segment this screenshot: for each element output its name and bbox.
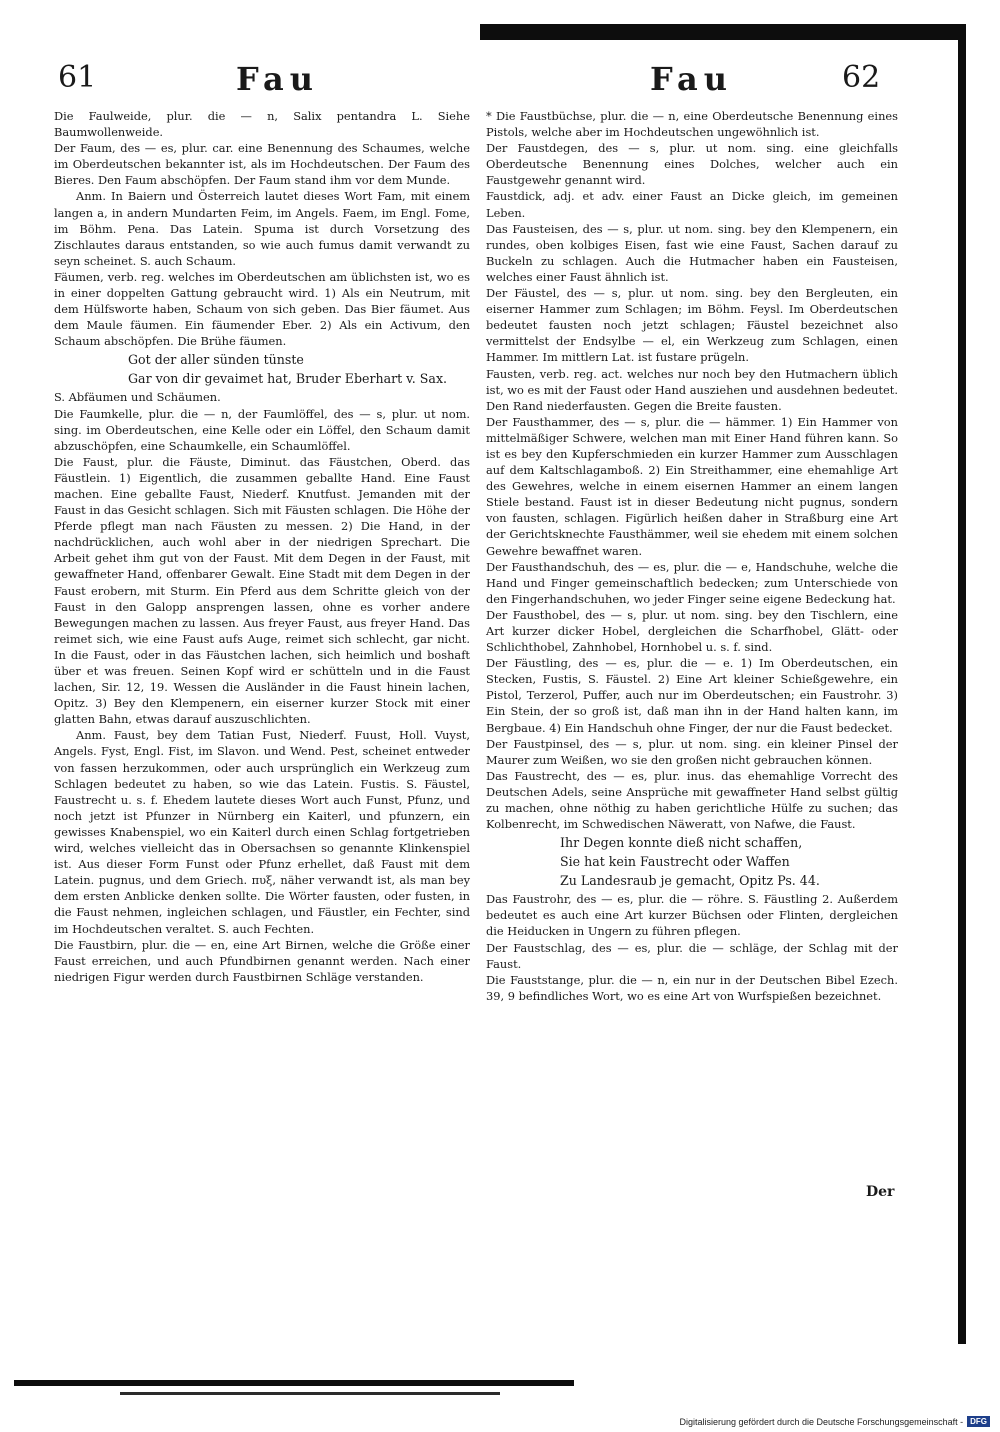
running-head-left: Fau [236, 60, 319, 98]
entry-faumkelle: Die Faumkelle, plur. die — n, der Faumlöffel, des — s, plur. ut nom. sing. im Oberdeutschen, eine Kelle oder ein Löffel, den Schaum damit abzuschöpfen, eine Schaumkelle, ein Schaumlöffel. [54, 406, 470, 453]
entry-fausteisen: Das Fausteisen, des — s, plur. ut nom. sing. bey den Klempenern, ein rundes, oben kolbiges Eisen, fast wie eine Faust, Sachen darauf zu Buckeln zu schlagen. Auch die Hutmacher haben ein Fausteisen, welches einer Faust ähnlich ist. [486, 221, 898, 284]
catchword: Der [866, 1184, 895, 1200]
entry-faum: Der Faum, des — es, plur. car. eine Benennung des Schaumes, welche im Oberdeutschen bekannter ist, als im Hochdeutschen. Der Faum des Bieres. Den Faum abschöpfen. Der Faum stand ihm vor dem Munde. [54, 141, 470, 188]
scan-border-bottom [14, 1380, 574, 1386]
left-column [54, 108, 470, 985]
entry-faustpinsel: Der Faustpinsel, des — s, plur. ut nom. sing. ein kleiner Pinsel der Maurer zum Weißen, wo sie den großen nicht gebrauchen können. [486, 736, 898, 767]
scan-border-right [958, 24, 966, 1344]
quote-line: Got der aller sünden tünste [128, 352, 304, 368]
entry-faustbuechse: * Die Faustbüchse, plur. die — n, eine Oberdeutsche Benennung eines Pistols, welche aber im Hochdeutschen ungewöhnlich ist. [486, 109, 898, 140]
entry-faustdick: Faustdick, adj. et adv. einer Faust an Dicke gleich, im gemeinen Leben. [486, 189, 898, 220]
quote-line: Sie hat kein Faustrecht oder Waffen [560, 854, 790, 870]
entry-fausthammer: Der Fausthammer, des — s, plur. die — hämmer. 1) Ein Hammer von mittelmäßiger Schwere, welchen man mit Einer Hand führen kann. So ist es bey den Kupferschmieden ein kurzer Hammer zum Ausschlagen auf dem Kaltschlagamboß. 2) Ein Streithammer, eine ehemahlige Art des Gewehres, welche in einem eisernen Hammer an einem langen Stiele bestand. Faust ist in dieser Bedeutung nicht pugnus, sondern von fausten, schlagen. Figürlich heißen daher in Straßburg eine Art der Gerichtsknechte Fausthämmer, weil sie ehedem mit einem solchen Gewehre bewaffnet waren. [486, 414, 898, 558]
entry-fausthobel: Der Fausthobel, des — s, plur. ut nom. sing. bey den Tischlern, eine Art kurzer dicker Hobel, dergleichen die Scharfhobel, Glätt- oder Schlichthobel, Zahnhobel, Hornhobel u. s. f. sind. [486, 607, 898, 655]
quote-line: Ihr Degen konnte dieß nicht schaffen, [560, 835, 803, 851]
entry-faustbirn: Die Faustbirn, plur. die — en, eine Art Birnen, welche die Größe einer Faust erreichen, und auch Pfundbirnen genannt werden. Nach einer niedrigen Figur werden durch Faustbirnen Schläge verstanden. [54, 937, 470, 984]
entry-faulweide: Die Faulweide, plur. die — n, Salix pentandra L. Siehe Baumwollenweide. [54, 109, 470, 140]
running-head-right: Fau [650, 60, 733, 98]
entry-faeumen-ref: S. Abfäumen und Schäumen. [54, 390, 221, 405]
entry-faeustel: Der Fäustel, des — s, plur. ut nom. sing. bey den Bergleuten, ein eiserner Hammer zum Schlagen; im Böhm. Feysl. Im Oberdeutschen bedeutet fausten noch jetzt schlagen; Fäustel bezeichnet also vermittelst der Endsylbe — el, ein Werkzeug zum Schlagen, einen Hammer. Im mittlern Lat. ist fustare prügeln. [486, 286, 898, 365]
entry-faustrecht: Das Faustrecht, des — es, plur. inus. das ehemahlige Vorrecht des Deutschen Adels, seine Ansprüche mit gewaffneter Hand selbst gültig zu machen, ohne nöthig zu haben gerichtliche Hülfe zu suchen; das Kolbenrecht, im Schwedischen Näweratt, von Nafwe, die Faust. [486, 768, 898, 832]
note-faum: Anm. In Baiern und Österreich lautet dieses Wort Fam, mit einem langen a, in andern Mundarten Feim, im Angels. Faem, im Engl. Fome, im Böhm. Pena. Das Latein. Spuma ist durch Vorsetzung des Zischlautes daraus entstanden, so wie auch fumus damit verwandt zu seyn scheinet. S. auch Schaum. [54, 189, 470, 268]
entry-faeustling: Der Fäustling, des — es, plur. die — e. 1) Im Oberdeutschen, ein Stecken, Fustis, S. Fäustel. 2) Eine Art kleiner Schießgewehre, ein Pistol, Terzerol, Puffer, auch nur im Oberdeutschen; ein Faustrohr. 3) Ein Stein, der so groß ist, daß man ihn in der Hand halten kann, im Bergbaue. 4) Ein Handschuh ohne Finger, der nur die Faust bedecket. [486, 656, 898, 735]
quote-line: Zu Landesraub je gemacht, Opitz Ps. 44. [560, 873, 820, 889]
entry-fauststange: Die Fauststange, plur. die — n, ein nur in der Deutschen Bibel Ezech. 39, 9 befindliches Wort, wo es eine Art von Wurfspießen bezeichnet. [486, 972, 898, 1003]
entry-faust: Die Faust, plur. die Fäuste, Diminut. das Fäustchen, Oberd. das Fäustlein. 1) Eigentlich, die zusammen geballte Hand. Eine Faust machen. Eine geballte Faust, Niederf. Knutfust. Jemanden mit der Faust in das Gesicht schlagen. Sich mit Fäusten schlagen. Die Höhe der Pferde pflegt man nach Fäusten zu messen. 2) Die Hand, in der nachdrücklichen, auch wohl aber in der niedrigen Sprechart. Die Arbeit gehet ihm gut von der Faust. Mit dem Degen in der Faust, mit gewaffneter Hand, offenbarer Gewalt. Eine Stadt mit dem Degen in der Faust erobern, mit Sturm. Ein Pferd aus dem Schritte gleich von der Faust in den Galopp ansprengen lassen, ohne es vorher andere Bewegungen machen zu lassen. Aus freyer Faust, aus freyer Hand. Das reimet sich, wie eine Faust aufs Auge, reimet sich schlecht, gar nicht. In die Faust, oder in das Fäustchen lachen, sich heimlich und boshaft über et was freuen. Seinen Kopf wird er schütteln und in die Faust lachen, Sir. 12, 19. Wessen die Ausländer in die Faust hinein lachen, Opitz. 3) Bey den Klempenern, ein eiserner kurzer Stock mit einer glatten Bahn, etwas darauf auszuschlichten. [54, 454, 470, 727]
entry-fausten: Fausten, verb. reg. act. welches nur noch bey den Hutmachern üblich ist, wo es mit der Faust oder Hand ausziehen und ausdehnen bedeutet. Den Rand niederfausten. Gegen die Breite fausten. [486, 366, 898, 413]
scan-border-top [480, 24, 966, 40]
scan-border-bottom-thin [120, 1392, 500, 1395]
digitization-footer [679, 1416, 990, 1427]
entry-fausthandschuh: Der Fausthandschuh, des — es, plur. die — e, Handschuhe, welche die Hand und Finger gemeinschaftlich bedecken; zum Unterschiede von den Fingerhandschuhen, wo jeder Finger seine eigene Bedeckung hat. [486, 559, 898, 606]
footer-text: Digitalisierung gefördert durch die Deutsche Forschungsgemeinschaft - [679, 1416, 964, 1427]
note-faust: Anm. Faust, bey dem Tatian Fust, Niederf. Fuust, Holl. Vuyst, Angels. Fyst, Engl. Fist, im Slavon. und Wend. Pest, scheinet entweder von fassen herzukommen, oder auch ursprünglich ein Werkzeug zum Schlagen bedeutet zu haben, so wie das Latein. Fustis. S. Fäustel, Faustrecht u. s. f. Ehedem lautete dieses Wort auch Funst, Pfunz, und noch jetzt ist Pfunzer in Nürnberg ein Kaiterl, und pfunzern, ein gewisses Knabenspiel, wo ein Kaiterl durch einen Schlag fortgetrieben wird, welches vielleicht das in Obersachsen so genannte Klinkenspiel ist. Aus dieser Form Funst oder Pfunz erhellet, daß Faust mit dem Latein. pugnus, und dem Griech. πυξ, näher verwandt ist, als man bey dem ersten Anblicke denken sollte. Die Wörter fausten, oder fusten, in die Faust nehmen, ingleichen schlagen, und Fäustler, ein Fechter, sind im Hochdeutschen veraltet. S. auch Fechten. [54, 728, 470, 936]
entry-faustdegen: Der Faustdegen, des — s, plur. ut nom. sing. eine gleichfalls Oberdeutsche Benennung eines Dolches, welcher auch ein Faustgewehr genannt wird. [486, 141, 898, 188]
entry-faustrohr: Das Faustrohr, des — es, plur. die — röhre. S. Fäustling 2. Außerdem bedeutet es auch eine Art kurzer Büchsen oder Flinten, dergleichen die Heiducken in Ungern zu führen pflegen. [486, 892, 898, 939]
right-column [486, 108, 898, 1004]
dfg-logo: DFG [967, 1416, 990, 1427]
entry-faustschlag: Der Faustschlag, des — es, plur. die — schläge, der Schlag mit der Faust. [486, 940, 898, 971]
page-number-left: 61 [58, 60, 97, 95]
entry-faeumen: Fäumen, verb. reg. welches im Oberdeutschen am üblichsten ist, wo es in einer doppelten Gattung gebraucht wird. 1) Als ein Neutrum, mit dem Hülfsworte haben, Schaum von sich geben. Das Bier fäumet. Aus dem Maule fäumen. Ein fäumender Eber. 2) Als ein Activum, den Schaum abschöpfen. Die Brühe fäumen. [54, 269, 470, 349]
page-number-right: 62 [842, 60, 881, 95]
quote-line: Gar von dir gevaimet hat, Bruder Eberhart v. Sax. [128, 371, 448, 387]
